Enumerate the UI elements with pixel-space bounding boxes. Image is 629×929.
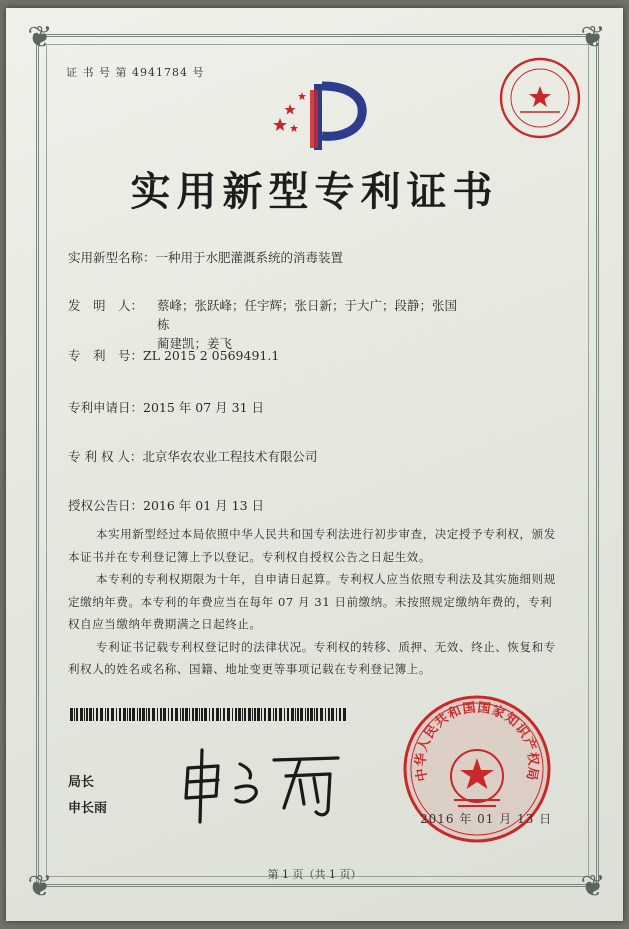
barcode-bar <box>284 708 285 721</box>
barcode-bar <box>107 708 109 721</box>
barcode-bar <box>261 708 262 721</box>
certificate-number: 证 书 号 第 4941784 号 <box>66 66 205 79</box>
filing-date-value: 2015 年 07 月 31 日 <box>143 400 265 415</box>
barcode-bar <box>157 708 158 721</box>
barcode-bar <box>148 708 150 721</box>
corner-ornament-icon: ❦ <box>27 20 53 55</box>
barcode-bar <box>116 708 117 721</box>
barcode-bar <box>175 708 178 721</box>
barcode-bar <box>96 708 98 721</box>
barcode-bar <box>201 708 203 721</box>
inventor-row <box>68 296 488 351</box>
barcode-bar <box>244 708 246 721</box>
barcode-bar <box>264 708 266 721</box>
filing-date-row <box>68 398 264 417</box>
barcode-bar <box>119 708 121 721</box>
barcode-bar <box>70 708 73 721</box>
barcode-bar <box>220 708 221 721</box>
barcode-bar <box>216 708 219 721</box>
field-label: 授权公告日： <box>68 498 144 513</box>
barcode-bar <box>223 708 225 721</box>
certificate-body <box>68 523 562 681</box>
barcode-bar <box>105 708 106 721</box>
director-signature <box>178 738 348 828</box>
barcode-bar <box>123 708 126 721</box>
barcode-bar <box>127 708 128 721</box>
barcode-bar <box>328 708 330 721</box>
barcode-bar <box>209 708 210 721</box>
barcode <box>70 708 348 721</box>
barcode-bar <box>199 708 200 721</box>
grant-date-row <box>68 496 264 515</box>
barcode-bar <box>152 708 155 721</box>
barcode-bar <box>80 708 83 721</box>
barcode-bar <box>180 708 181 721</box>
barcode-bar <box>295 708 296 721</box>
barcode-bar <box>268 708 271 721</box>
barcode-bar <box>137 708 138 721</box>
barcode-bar <box>316 708 318 721</box>
barcode-bar <box>343 708 346 721</box>
field-label: 发 明 人： <box>68 298 144 313</box>
barcode-bar <box>185 708 188 721</box>
barcode-bar <box>235 708 237 721</box>
page-title: 实用新型专利证书 <box>130 168 499 215</box>
patentee-value: 北京华农农业工程技术有限公司 <box>142 449 318 464</box>
barcode-bar <box>300 708 303 721</box>
barcode-bar <box>287 708 289 721</box>
barcode-bar <box>320 708 323 721</box>
barcode-bar <box>212 708 214 721</box>
barcode-bar <box>93 708 94 721</box>
barcode-bar <box>242 708 243 721</box>
body-paragraph: 专利证书记载专利权登记时的法律状况。专利权的转移、质押、无效、终止、恢复和专利权人的姓名或名称、国籍、地址变更等事项记载在专利登记簿上。 <box>68 639 556 676</box>
seal-text: 中华人民共和国国家知识产权局 <box>413 700 541 783</box>
barcode-bar <box>325 708 326 721</box>
patent-number-value: ZL 2015 2 0569491.1 <box>143 348 280 363</box>
barcode-bar <box>129 708 131 721</box>
barcode-bar <box>297 708 299 721</box>
inventor-value: 蔡峰；张跃峰；任宇辉；张日新；于大广；段静；张国栋 <box>157 298 458 332</box>
barcode-bar <box>74 708 75 721</box>
barcode-bar <box>204 708 207 721</box>
barcode-bar <box>182 708 184 721</box>
seal-date: 2016 年 01 月 13 日 <box>420 812 553 826</box>
barcode-bar <box>331 708 334 721</box>
body-paragraph: 本专利的专利权期限为十年，自申请日起算。专利权人应当依照专利法及其实施细则规定缴纳年费。本专利的年费应当在每年 07 月 31 日前缴纳。未按照规定缴纳年费的，专利权自应当缴纳年费期满之日起终止。 <box>68 572 556 631</box>
barcode-bar <box>336 708 337 721</box>
barcode-bar <box>89 708 92 721</box>
corner-ornament-icon: ❦ <box>580 20 606 55</box>
barcode-bar <box>279 708 282 721</box>
inventor-value-continued: 蔺建凯；姜飞 <box>157 336 233 351</box>
barcode-bar <box>168 708 169 721</box>
utility-model-name-row <box>68 248 343 267</box>
field-label: 实用新型名称： <box>68 250 156 265</box>
barcode-bar <box>248 708 251 721</box>
field-label: 专 利 号： <box>68 348 144 363</box>
utility-model-name-value: 一种用于水肥灌溉系统的消毒装置 <box>155 250 344 265</box>
barcode-bar <box>100 708 103 721</box>
barcode-bar <box>252 708 253 721</box>
barcode-bar <box>195 708 198 721</box>
barcode-bar <box>163 708 166 721</box>
corner-ornament-icon: ❦ <box>580 869 606 904</box>
corner-ornament-icon: ❦ <box>27 869 53 904</box>
barcode-bar <box>192 708 194 721</box>
barcode-bar <box>139 708 141 721</box>
barcode-bar <box>76 708 78 721</box>
field-label: 专利申请日： <box>68 400 144 415</box>
barcode-bar <box>160 708 162 721</box>
barcode-bar <box>310 708 313 721</box>
barcode-bar <box>146 708 147 721</box>
field-label: 专 利 权 人： <box>68 449 143 464</box>
barcode-bar <box>132 708 135 721</box>
barcode-bar <box>227 708 230 721</box>
director-title: 局长 <box>68 775 95 790</box>
barcode-bar <box>232 708 233 721</box>
barcode-bar <box>275 708 277 721</box>
barcode-bar <box>314 708 315 721</box>
barcode-bar <box>189 708 190 721</box>
barcode-bar <box>84 708 85 721</box>
patentee-row <box>68 447 317 466</box>
barcode-bar <box>257 708 260 721</box>
barcode-bar <box>339 708 341 721</box>
barcode-bar <box>171 708 173 721</box>
barcode-bar <box>305 708 306 721</box>
patent-office-logo-icon <box>272 80 372 152</box>
grant-date-value: 2016 年 01 月 13 日 <box>143 498 265 513</box>
director-name: 申长雨 <box>68 801 108 816</box>
barcode-bar <box>254 708 256 721</box>
barcode-bar <box>291 708 294 721</box>
barcode-bar <box>273 708 274 721</box>
body-paragraph: 本实用新型经过本局依照中华人民共和国专利法进行初步审查，决定授予专利权，颁发本证书并在专利登记簿上予以登记。专利权自授权公告之日起生效。 <box>68 527 556 564</box>
barcode-bar <box>111 708 114 721</box>
patent-bureau-stamp-icon <box>498 56 582 140</box>
barcode-bar <box>238 708 241 721</box>
barcode-bar <box>86 708 88 721</box>
barcode-bar <box>307 708 309 721</box>
barcode-bar <box>142 708 145 721</box>
page-number: 第 1 页（共 1 页） <box>267 868 362 881</box>
patent-number-row <box>68 346 279 365</box>
